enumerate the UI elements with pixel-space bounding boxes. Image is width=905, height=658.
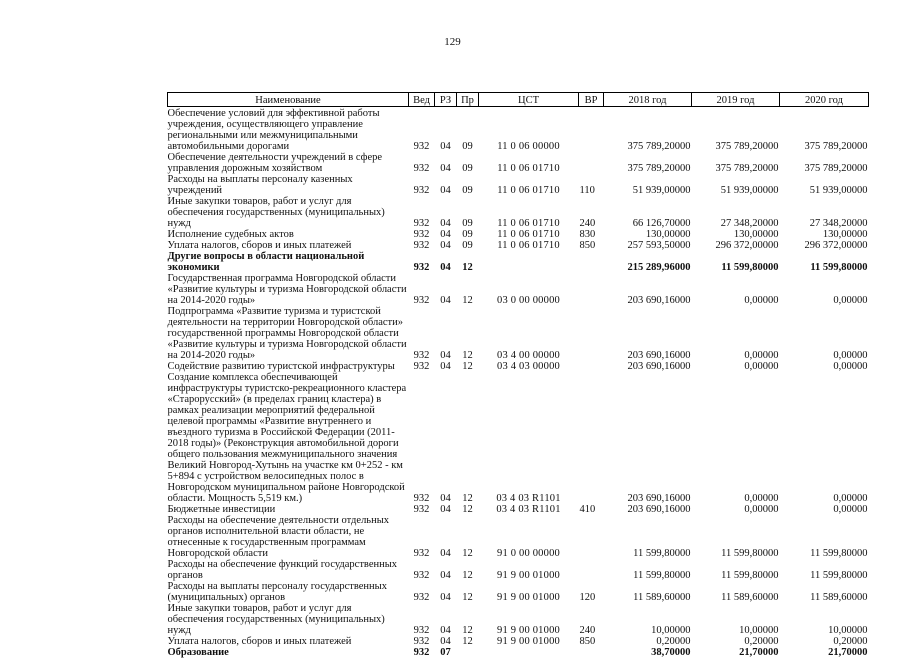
row-vr: 120 [579,581,604,603]
header-2019: 2019 год [692,93,780,107]
row-pr: 09 [457,174,479,196]
row-ved: 932 [409,152,435,174]
row-2020: 21,70000 [780,647,869,658]
row-2020: 11 589,60000 [780,581,869,603]
row-2019: 0,00000 [692,504,780,515]
row-2020: 375 789,20000 [780,152,869,174]
table-row [168,240,869,251]
table-row [168,273,869,306]
row-vr [579,273,604,306]
row-vr [579,361,604,372]
row-vr: 830 [579,229,604,240]
header-vr: ВР [579,93,604,107]
row-vr [579,152,604,174]
row-2018: 203 690,16000 [604,372,692,504]
row-name: Иные закупки товаров, работ и услуг для обеспечения государственных (муниципальных) нужд [168,196,409,229]
row-pr: 12 [457,372,479,504]
row-cst: 11 0 06 01710 [479,229,579,240]
row-name: Уплата налогов, сборов и иных платежей [168,636,409,647]
row-rz: 04 [435,372,457,504]
row-2018: 257 593,50000 [604,240,692,251]
row-2019: 0,00000 [692,372,780,504]
row-2020: 130,00000 [780,229,869,240]
row-vr [579,372,604,504]
row-2020: 0,00000 [780,372,869,504]
table-row [168,372,869,504]
row-2019: 10,00000 [692,603,780,636]
header-name: Наименование [168,93,409,107]
row-2018: 11 599,80000 [604,515,692,559]
row-2019: 0,00000 [692,361,780,372]
row-name: Расходы на выплаты персоналу государственных (муниципальных) органов [168,581,409,603]
row-rz: 04 [435,229,457,240]
row-cst: 11 0 06 00000 [479,107,579,153]
row-2018: 38,70000 [604,647,692,658]
row-2020: 296 372,00000 [780,240,869,251]
row-ved: 932 [409,504,435,515]
row-2018: 375 789,20000 [604,107,692,153]
row-2018: 203 690,16000 [604,306,692,361]
table-row [168,306,869,361]
row-vr [579,647,604,658]
row-pr: 12 [457,636,479,647]
row-ved: 932 [409,229,435,240]
row-rz: 04 [435,251,457,273]
row-2018: 11 589,60000 [604,581,692,603]
table-row [168,504,869,515]
row-cst [479,647,579,658]
row-ved: 932 [409,251,435,273]
budget-table [167,92,869,658]
row-name: Иные закупки товаров, работ и услуг для обеспечения государственных (муниципальных) нужд [168,603,409,636]
row-ved: 932 [409,372,435,504]
row-cst: 03 0 00 00000 [479,273,579,306]
row-ved: 932 [409,306,435,361]
row-cst: 11 0 06 01710 [479,152,579,174]
header-rz: РЗ [435,93,457,107]
table-row [168,361,869,372]
row-pr: 12 [457,504,479,515]
row-ved: 932 [409,196,435,229]
row-2018: 215 289,96000 [604,251,692,273]
row-2019: 0,00000 [692,306,780,361]
row-pr: 12 [457,581,479,603]
row-rz: 04 [435,559,457,581]
row-2019: 0,20000 [692,636,780,647]
row-pr: 12 [457,361,479,372]
row-vr: 110 [579,174,604,196]
row-2020: 0,00000 [780,273,869,306]
row-ved: 932 [409,603,435,636]
row-name: Содействие развитию туристской инфраструктуры [168,361,409,372]
row-2020: 0,00000 [780,361,869,372]
row-ved: 932 [409,515,435,559]
row-cst: 91 9 00 01000 [479,559,579,581]
row-cst [479,251,579,273]
row-ved: 932 [409,361,435,372]
header-2018: 2018 год [604,93,692,107]
row-ved: 932 [409,559,435,581]
row-2020: 11 599,80000 [780,251,869,273]
table-row [168,515,869,559]
row-ved: 932 [409,636,435,647]
row-pr: 12 [457,306,479,361]
row-cst: 91 0 00 00000 [479,515,579,559]
row-rz: 04 [435,361,457,372]
row-pr: 09 [457,107,479,153]
row-2018: 51 939,00000 [604,174,692,196]
row-2019: 11 589,60000 [692,581,780,603]
row-2020: 10,00000 [780,603,869,636]
row-vr [579,251,604,273]
row-name: Бюджетные инвестиции [168,504,409,515]
row-2020: 0,00000 [780,504,869,515]
row-ved: 932 [409,273,435,306]
row-ved: 932 [409,647,435,658]
row-2018: 66 126,70000 [604,196,692,229]
page-number: 129 [0,36,905,48]
row-vr: 240 [579,603,604,636]
table-row [168,603,869,636]
row-2019: 11 599,80000 [692,251,780,273]
row-name: Обеспечение условий для эффективной работы учреждения, осуществляющего управление региональными или межмуниципальными автомобильными дорогами [168,107,409,153]
row-2018: 203 690,16000 [604,273,692,306]
table-row [168,636,869,647]
row-cst: 91 9 00 01000 [479,636,579,647]
row-2020: 0,20000 [780,636,869,647]
row-pr: 12 [457,603,479,636]
row-name: Исполнение судебных актов [168,229,409,240]
row-vr [579,107,604,153]
table-row [168,251,869,273]
row-rz: 04 [435,107,457,153]
row-name: Подпрограмма «Развитие туризма и туристской деятельности на территории Новгородской области» государственной программы Новгородской области «Развитие культуры и туризма Новгородской области на 2014-2020 годы» [168,306,409,361]
row-name: Образование [168,647,409,658]
row-2020: 51 939,00000 [780,174,869,196]
row-pr: 09 [457,152,479,174]
row-2018: 0,20000 [604,636,692,647]
row-cst: 11 0 06 01710 [479,196,579,229]
row-name: Другие вопросы в области национальной экономики [168,251,409,273]
row-pr: 12 [457,273,479,306]
table-header-row [168,93,869,107]
row-rz: 04 [435,515,457,559]
row-name: Государственная программа Новгородской области «Развитие культуры и туризма Новгородской области на 2014-2020 годы» [168,273,409,306]
row-cst: 03 4 03 R1101 [479,372,579,504]
row-pr: 12 [457,515,479,559]
row-rz: 04 [435,581,457,603]
row-rz: 04 [435,240,457,251]
row-vr: 850 [579,240,604,251]
table-body [168,107,869,658]
row-2019: 27 348,20000 [692,196,780,229]
row-2019: 375 789,20000 [692,107,780,153]
row-2018: 10,00000 [604,603,692,636]
row-2018: 130,00000 [604,229,692,240]
row-vr [579,306,604,361]
row-rz: 04 [435,306,457,361]
row-2019: 11 599,80000 [692,515,780,559]
row-2020: 0,00000 [780,306,869,361]
row-2019: 21,70000 [692,647,780,658]
header-2020: 2020 год [780,93,869,107]
header-cst: ЦСТ [479,93,579,107]
row-vr [579,515,604,559]
row-2019: 51 939,00000 [692,174,780,196]
row-cst: 03 4 03 00000 [479,361,579,372]
row-2018: 11 599,80000 [604,559,692,581]
row-2020: 375 789,20000 [780,107,869,153]
row-pr: 12 [457,559,479,581]
table-row [168,647,869,658]
row-2018: 203 690,16000 [604,504,692,515]
row-pr [457,647,479,658]
row-pr: 12 [457,251,479,273]
table-row [168,581,869,603]
row-2019: 130,00000 [692,229,780,240]
row-rz: 04 [435,504,457,515]
row-name: Создание комплекса обеспечивающей инфраструктуры туристско-рекреационного кластера «Старорусский» (в пределах границ кластера) в рамках реализации мероприятий федеральной целевой программы «Развитие внутреннего и въездного туризма в Российской Федерации (2011-2018 годы)» (Реконструкция автомобильной дороги общего пользования межмуниципального значения Великий Новгород-Хутынь на участке км 0+252 - км 5+894 с устройством велосипедных полос в Новгородском муниципальном районе Новгородской области. Мощность 5,519 км.) [168,372,409,504]
row-2020: 11 599,80000 [780,515,869,559]
row-2018: 375 789,20000 [604,152,692,174]
row-rz: 04 [435,636,457,647]
table-row [168,559,869,581]
row-cst: 03 4 00 00000 [479,306,579,361]
row-name: Обеспечение деятельности учреждений в сфере управления дорожным хозяйством [168,152,409,174]
header-pr: Пр [457,93,479,107]
table-row [168,229,869,240]
row-2018: 203 690,16000 [604,361,692,372]
row-cst: 91 9 00 01000 [479,603,579,636]
row-2019: 0,00000 [692,273,780,306]
row-rz: 04 [435,196,457,229]
row-pr: 09 [457,240,479,251]
row-ved: 932 [409,107,435,153]
header-ved: Вед [409,93,435,107]
row-rz: 04 [435,152,457,174]
row-vr: 850 [579,636,604,647]
row-name: Расходы на выплаты персоналу казенных учреждений [168,174,409,196]
row-rz: 04 [435,603,457,636]
row-rz: 04 [435,174,457,196]
row-ved: 932 [409,240,435,251]
row-vr: 410 [579,504,604,515]
row-cst: 03 4 03 R1101 [479,504,579,515]
row-name: Расходы на обеспечение функций государственных органов [168,559,409,581]
table-row [168,174,869,196]
row-2019: 375 789,20000 [692,152,780,174]
row-2019: 296 372,00000 [692,240,780,251]
row-vr: 240 [579,196,604,229]
row-cst: 11 0 06 01710 [479,174,579,196]
row-2020: 11 599,80000 [780,559,869,581]
row-rz: 07 [435,647,457,658]
table-row [168,196,869,229]
row-cst: 91 9 00 01000 [479,581,579,603]
row-ved: 932 [409,581,435,603]
row-rz: 04 [435,273,457,306]
row-pr: 09 [457,229,479,240]
row-pr: 09 [457,196,479,229]
table-row [168,107,869,153]
row-vr [579,559,604,581]
row-2019: 11 599,80000 [692,559,780,581]
row-name: Уплата налогов, сборов и иных платежей [168,240,409,251]
table-row [168,152,869,174]
row-name: Расходы на обеспечение деятельности отдельных органов исполнительной власти области, не отнесенные к государственным программам Новгородской области [168,515,409,559]
row-2020: 27 348,20000 [780,196,869,229]
row-cst: 11 0 06 01710 [479,240,579,251]
row-ved: 932 [409,174,435,196]
